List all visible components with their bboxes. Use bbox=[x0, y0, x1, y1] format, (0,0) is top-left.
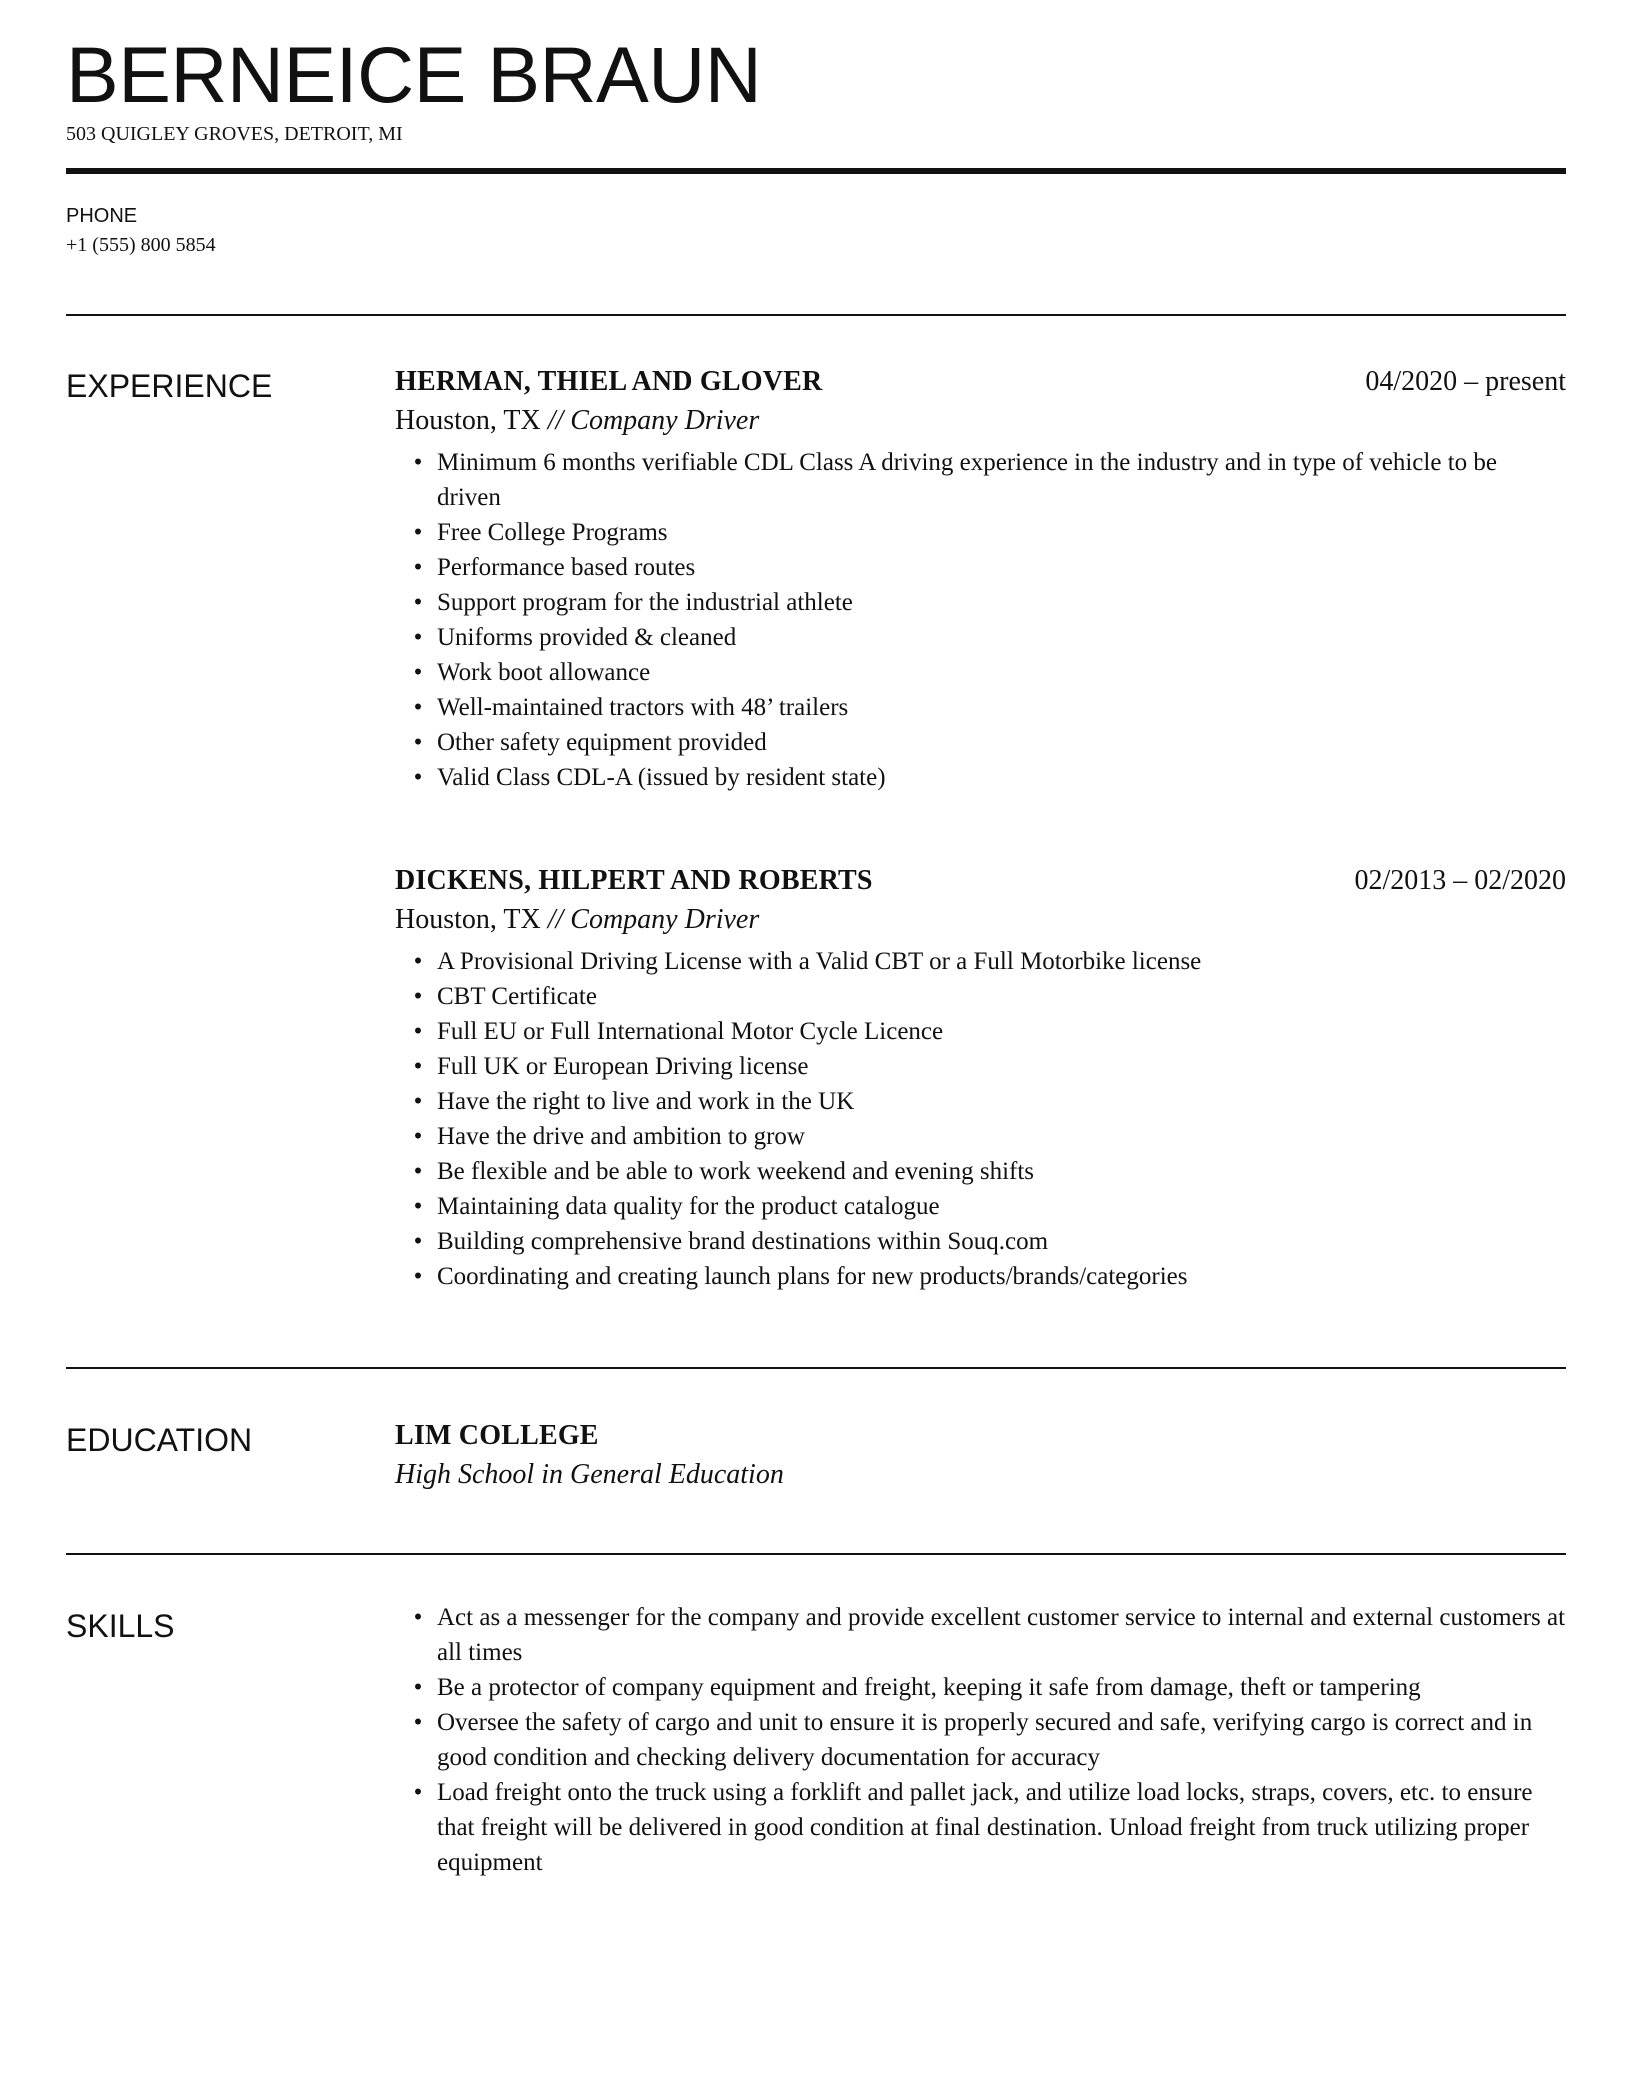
candidate-name: BERNEICE BRAUN bbox=[66, 30, 762, 119]
list-item: • Load freight onto the truck using a forklift and pallet jack, and utilize load locks, straps, covers, etc. to ensure that freight will be delivered in good condition at final destination. Unload freight from truck utilizing proper equipment bbox=[413, 1779, 1533, 1876]
list-item: • Full UK or European Driving license bbox=[413, 1053, 809, 1080]
section-divider bbox=[66, 314, 1566, 316]
job-dates: 02/2013 – 02/2020 bbox=[1354, 865, 1566, 896]
list-item: • Maintaining data quality for the product catalogue bbox=[413, 1193, 940, 1220]
list-item: • Act as a messenger for the company and provide excellent customer service to internal and external customers at all times bbox=[413, 1604, 1566, 1666]
school-name: LIM COLLEGE bbox=[395, 1420, 599, 1451]
job-separator: // bbox=[547, 904, 564, 935]
section-divider bbox=[66, 1553, 1566, 1555]
job-entry-1 bbox=[395, 363, 1566, 795]
list-item: • Be flexible and be able to work weekend and evening shifts bbox=[413, 1158, 1035, 1185]
list-item: • Support program for the industrial athlete bbox=[413, 589, 853, 616]
list-item: • Work boot allowance bbox=[413, 659, 651, 686]
job-location: Houston, TX bbox=[395, 405, 541, 436]
degree: High School in General Education bbox=[395, 1459, 784, 1490]
list-item: • Free College Programs bbox=[413, 519, 668, 546]
job-location: Houston, TX bbox=[395, 904, 541, 935]
job-separator: // bbox=[547, 405, 564, 436]
list-item: • Performance based routes bbox=[413, 554, 696, 581]
list-item: • CBT Certificate bbox=[413, 983, 597, 1010]
candidate-address: 503 QUIGLEY GROVES, DETROIT, MI bbox=[66, 123, 403, 145]
company-name: HERMAN, THIEL AND GLOVER bbox=[395, 366, 823, 397]
list-item: • Oversee the safety of cargo and unit to ensure it is properly secured and safe, verifying cargo is correct and in good condition and checking delivery documentation for accuracy bbox=[413, 1709, 1533, 1771]
job-bullets bbox=[395, 445, 1566, 795]
job-header bbox=[395, 363, 1566, 401]
list-item: • A Provisional Driving License with a Valid CBT or a Full Motorbike license bbox=[413, 948, 1202, 975]
job-role: Company Driver bbox=[570, 405, 760, 436]
list-item: • Well-maintained tractors with 48’ trailers bbox=[413, 694, 849, 721]
skills-entry bbox=[395, 1600, 1566, 1880]
experience-section-title: EXPERIENCE bbox=[66, 368, 273, 404]
list-item: • Be a protector of company equipment and freight, keeping it safe from damage, theft or tampering bbox=[413, 1674, 1421, 1701]
list-item: • Coordinating and creating launch plans for new products/brands/categories bbox=[413, 1263, 1188, 1290]
phone-label: PHONE bbox=[66, 205, 138, 227]
list-item: • Uniforms provided & cleaned bbox=[413, 624, 737, 651]
list-item: • Building comprehensive brand destinations within Souq.com bbox=[413, 1228, 1049, 1255]
company-name: DICKENS, HILPERT AND ROBERTS bbox=[395, 865, 873, 896]
list-item: • Minimum 6 months verifiable CDL Class A driving experience in the industry and in type of vehicle to be driven bbox=[413, 449, 1497, 511]
job-dates: 04/2020 – present bbox=[1365, 366, 1566, 397]
skills-section-title: SKILLS bbox=[66, 1608, 175, 1644]
job-bullets bbox=[395, 944, 1566, 1294]
job-role: Company Driver bbox=[570, 904, 760, 935]
list-item: • Full EU or Full International Motor Cycle Licence bbox=[413, 1018, 944, 1045]
job-entry-2 bbox=[395, 862, 1566, 1294]
job-subline bbox=[395, 900, 1566, 940]
job-header bbox=[395, 862, 1566, 900]
skills-list bbox=[395, 1600, 1566, 1880]
list-item: • Have the drive and ambition to grow bbox=[413, 1123, 805, 1150]
section-divider bbox=[66, 1367, 1566, 1369]
list-item: • Valid Class CDL-A (issued by resident state) bbox=[413, 764, 886, 791]
list-item: • Have the right to live and work in the UK bbox=[413, 1088, 855, 1115]
education-entry bbox=[395, 1417, 1566, 1495]
header-divider bbox=[66, 168, 1566, 174]
phone-value: +1 (555) 800 5854 bbox=[66, 234, 216, 256]
list-item: • Other safety equipment provided bbox=[413, 729, 767, 756]
education-section-title: EDUCATION bbox=[66, 1422, 253, 1458]
job-subline bbox=[395, 401, 1566, 441]
